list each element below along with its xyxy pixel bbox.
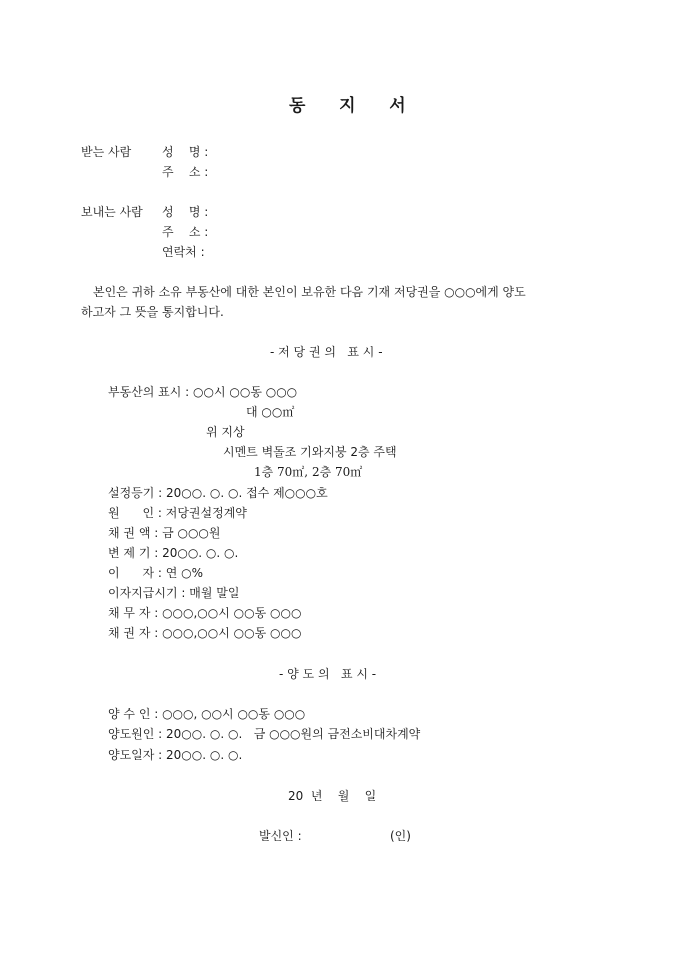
body-line-2: 하고자 그 뜻을 통지합니다. — [81, 305, 224, 319]
interest-payment-line: 이자지급시기 : 매월 말일 — [108, 586, 240, 600]
sender-name-label: 성 명 : — [162, 205, 209, 219]
transfer-date-line: 양도일자 : 20○○. ○. ○. — [108, 748, 243, 762]
debtor-line: 채 무 자 : ○○○,○○시 ○○동 ○○○ — [108, 606, 302, 620]
transfer-heading: - 양 도 의 표 시 - — [279, 667, 377, 681]
due-line: 변 제 기 : 20○○. ○. ○. — [108, 546, 239, 560]
cause-line: 원 인 : 저당권설정계약 — [108, 506, 247, 520]
recipient-name-label: 성 명 : — [162, 145, 209, 159]
recipient-label: 받는 사람 — [81, 145, 132, 159]
land-line: 대 ○○㎡ — [246, 405, 295, 419]
transferee-line: 양 수 인 : ○○○, ○○시 ○○동 ○○○ — [108, 707, 306, 721]
sender-signature-label: 발신인 : — [259, 829, 302, 843]
seal-mark: (인) — [390, 829, 411, 843]
building-line: 시멘트 벽돌조 기와지붕 2층 주택 — [223, 445, 397, 459]
amount-line: 채 권 액 : 금 ○○○원 — [108, 526, 221, 540]
floors-line: 1층 70㎡, 2층 70㎡ — [254, 465, 363, 479]
document-title: 동 지 서 — [289, 96, 408, 116]
mortgage-heading: - 저 당 권 의 표 시 - — [270, 345, 383, 359]
above-line: 위 지상 — [206, 425, 245, 439]
sender-label: 보내는 사람 — [81, 205, 143, 219]
sender-address-label: 주 소 : — [162, 225, 209, 239]
body-line-1: 본인은 귀하 소유 부동산에 대한 본인이 보유한 다음 기재 저당권을 ○○○에게 양도 — [93, 285, 526, 299]
date-line: 20 년 월 일 — [288, 789, 377, 803]
creditor-line: 채 권 자 : ○○○,○○시 ○○동 ○○○ — [108, 626, 302, 640]
recipient-address-label: 주 소 : — [162, 165, 209, 179]
property-line: 부동산의 표시 : ○○시 ○○동 ○○○ — [108, 385, 298, 399]
sender-contact-label: 연락처 : — [162, 245, 205, 259]
interest-line: 이 자 : 연 ○% — [108, 566, 204, 580]
transfer-cause-line: 양도원인 : 20○○. ○. ○. 금 ○○○원의 금전소비대차계약 — [108, 727, 421, 741]
registration-line: 설정등기 : 20○○. ○. ○. 접수 제○○○호 — [108, 486, 328, 500]
